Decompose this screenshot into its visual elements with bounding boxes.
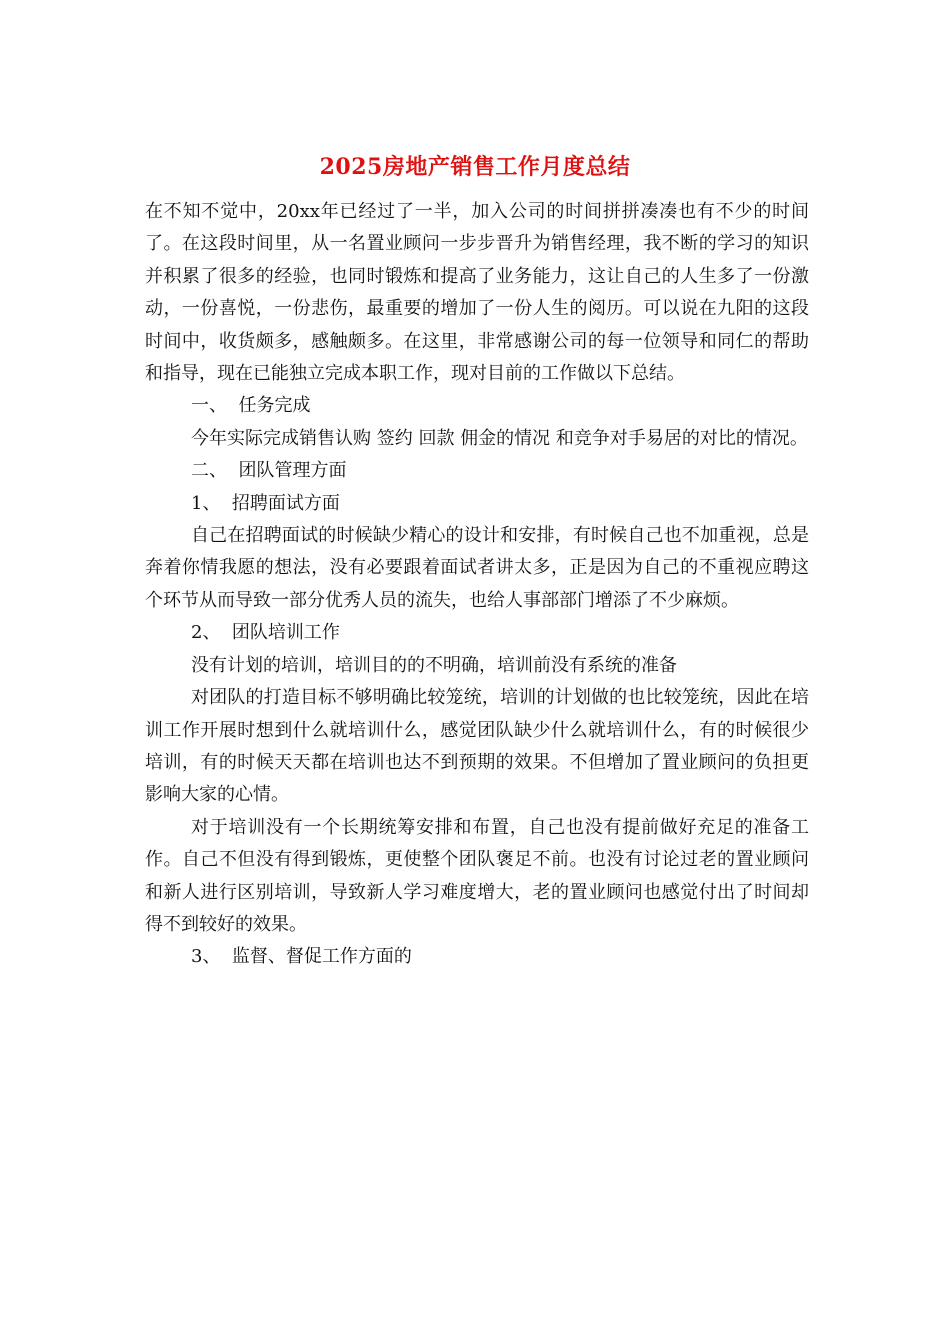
document-body (145, 196, 809, 974)
training-paragraph-2: 对于培训没有一个长期统筹安排和布置，自己也没有提前做好充足的准备工作。自己不但没有得到锻炼，更使整个团队褒足不前。也没有讨论过老的置业顾问和新人进行区别培训，导致新人学习难度增大，老的置业顾问也感觉付出了时间却得不到较好的效果。 (145, 816, 809, 935)
training-paragraph-1: 对团队的打造目标不够明确比较笼统，培训的计划做的也比较笼统，因此在培训工作开展时想到什么就培训什么，感觉团队缺少什么就培训什么，有的时候很少培训，有的时候天天都在培训也达不到预期的效果。不但增加了置业顾问的负担更影响大家的心情。 (145, 687, 809, 806)
subsection-heading-supervision: 3、 监督、督促工作方面的 (191, 946, 412, 968)
subsection-heading-recruitment: 1、 招聘面试方面 (191, 492, 340, 514)
section-heading-team-management: 二、 团队管理方面 (191, 460, 347, 482)
task-completion-paragraph: 今年实际完成销售认购 签约 回款 佣金的情况 和竞争对手易居的对比的情况。 (191, 427, 808, 449)
subsection-heading-team-training: 2、 团队培训工作 (191, 622, 340, 644)
document-title: 2025房地产销售工作月度总结 (319, 154, 631, 180)
intro-paragraph: 在不知不觉中，20xx年已经过了一半，加入公司的时间拼拼凑凑也有不少的时间了。在这段时间里，从一名置业顾问一步步晋升为销售经理，我不断的学习的知识并积累了很多的经验，也同时锻炼和提高了业务能力，这让自己的人生多了一份激动，一份喜悦，一份悲伤，最重要的增加了一份人生的阅历。可以说在九阳的这段时间中，收货颇多，感触颇多。在这里，非常感谢公司的每一位领导和同仁的帮助和指导，现在已能独立完成本职工作，现对目前的工作做以下总结。 (145, 201, 809, 385)
recruitment-paragraph: 自己在招聘面试的时候缺少精心的设计和安排，有时候自己也不加重视，总是奔着你情我愿的想法，没有必要跟着面试者讲太多，正是因为自己的不重视应聘这个环节从而导致一部分优秀人员的流失，也给人事部部门增添了不少麻烦。 (145, 525, 809, 611)
section-heading-task-completion: 一、 任务完成 (191, 395, 311, 417)
training-summary-line: 没有计划的培训，培训目的的不明确，培训前没有系统的准备 (191, 654, 677, 676)
